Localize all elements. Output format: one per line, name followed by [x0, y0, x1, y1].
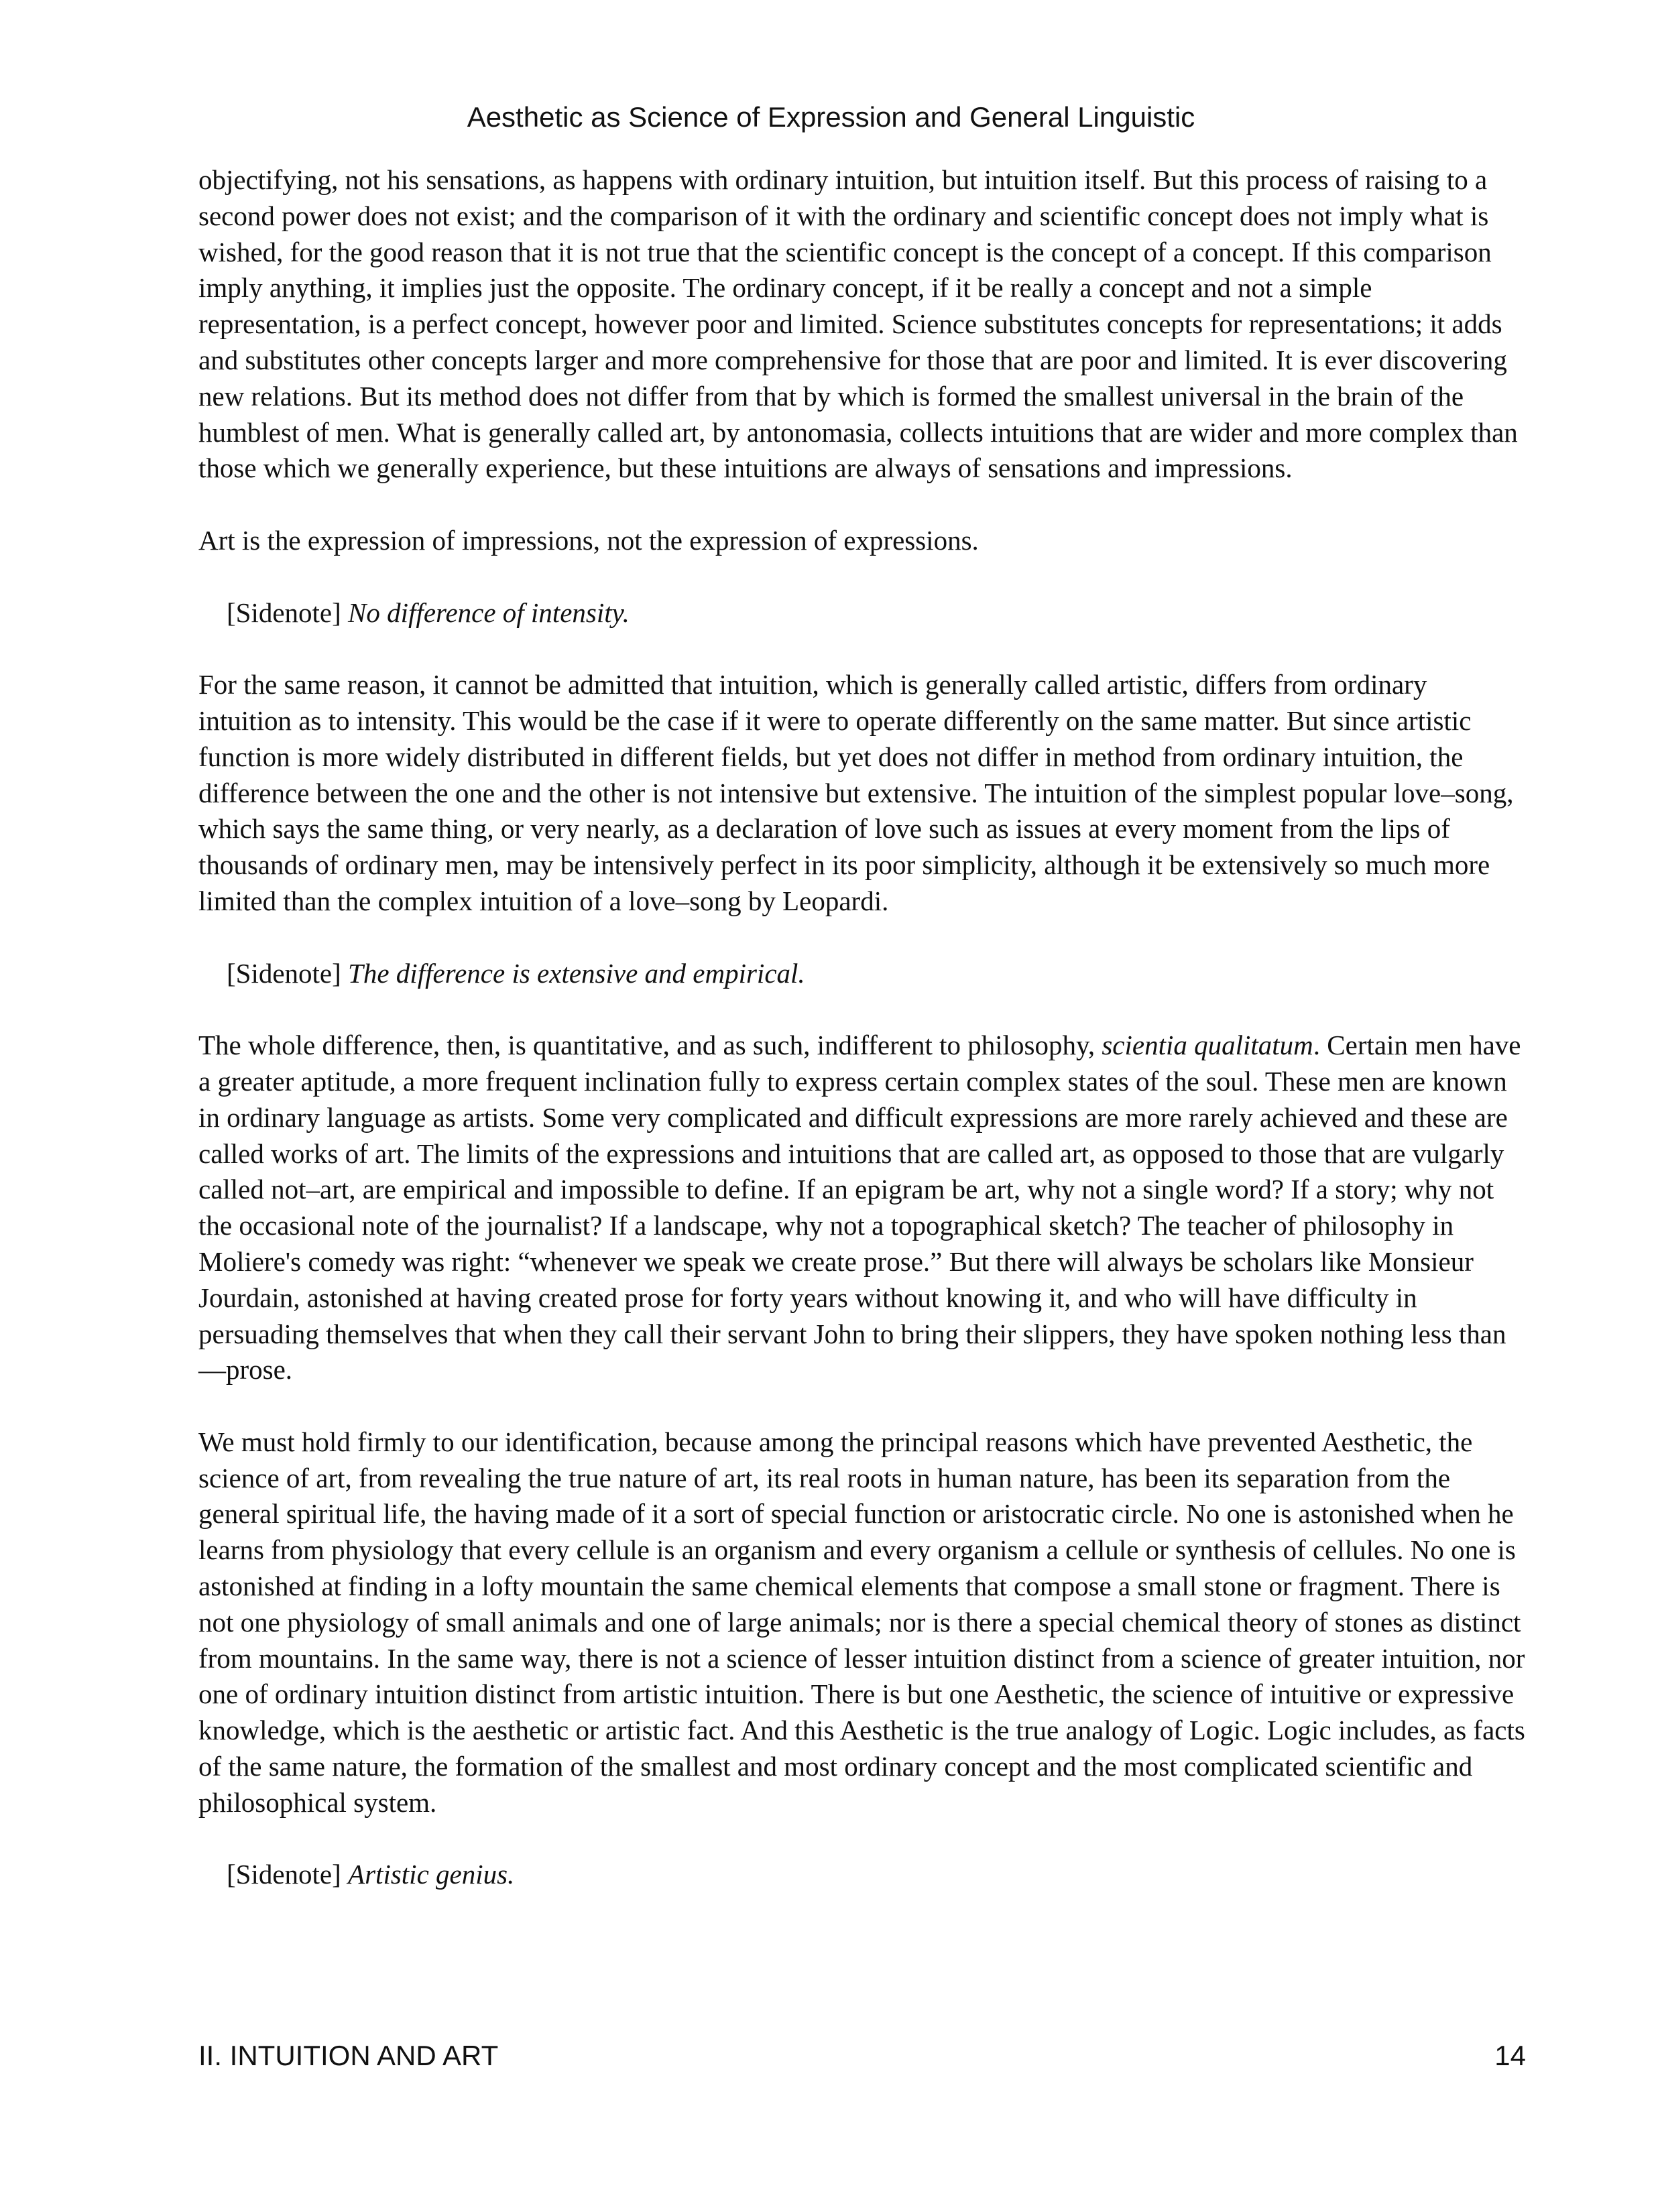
- sidenote-label: [Sidenote]: [227, 597, 341, 628]
- paragraph: We must hold firmly to our identification, because among the principal reasons which have prevented Aesthetic, the science of art, from revealing the true nature of art, its real roots in human nature, has been its separation from the general spiritual life, the having made of it a sort of special function or aristocratic circle. No one is astonished when he learns from physiology that every cellule is an organism and every organism a cellule or synthesis of cellules. No one is astonished at finding in a lofty mountain the same chemical elements that compose a small stone or fragment. There is not one physiology of small animals and one of large animals; nor is there a special chemical theory of stones as distinct from mountains. In the same way, there is not a science of lesser intuition distinct from a science of greater intuition, nor one of ordinary intuition distinct from artistic intuition. There is but one Aesthetic, the science of intuitive or expressive knowledge, which is the aesthetic or artistic fact. And this Aesthetic is the true analogy of Logic. Logic includes, as facts of the same nature, the formation of the smallest and most ordinary concept and the most complicated scientific and philosophical system.: [198, 1426, 1525, 1818]
- paragraph-text: . Certain men have a greater aptitude, a more frequent inclination fully to express certain complex states of the soul. These men are known in ordinary language as artists. Some very complicated and difficult expressions are more rarely achieved and these are called works of art. The limits of the expressions and intuitions that are called art, as opposed to those that are vulgarly called not–art, are empirical and impossible to define. If an epigram be art, why not a single word? If a story; why not the occasional note of the journalist? If a landscape, why not a topographical sketch? The teacher of philosophy in Moliere's comedy was right: “whenever we speak we create prose.” But there will always be scholars like Monsieur Jourdain, astonished at having created prose for forty years without knowing it, and who will have difficulty in persuading themselves that when they call their servant John to bring their slippers, they have spoken nothing less than—prose.: [198, 1030, 1521, 1386]
- paragraph: Art is the expression of impressions, not the expression of expressions.: [198, 524, 979, 556]
- page-body: [198, 162, 1526, 1929]
- page-footer: [198, 2038, 1526, 2074]
- paragraph-text: The whole difference, then, is quantitative, and as such, indifferent to philosophy,: [198, 1030, 1102, 1061]
- sidenote: [198, 1857, 1526, 1893]
- running-header: Aesthetic as Science of Expression and General Linguistic: [467, 101, 1195, 133]
- sidenote-text: The difference is extensive and empirical.: [348, 957, 805, 989]
- page-number: 14: [1494, 2040, 1526, 2071]
- paragraph: For the same reason, it cannot be admitted that intuition, which is generally called artistic, differs from ordinary intuition as to intensity. This would be the case if it were to operate differently on the same matter. But since artistic function is more widely distributed in different fields, but yet does not differ in method from ordinary intuition, the difference between the one and the other is not intensive but extensive. The intuition of the simplest popular love–song, which says the same thing, or very nearly, as a declaration of love such as issues at every moment from the lips of thousands of ordinary men, may be intensively perfect in its poor simplicity, although it be extensively so much more limited than the complex intuition of a love–song by Leopardi.: [198, 669, 1514, 916]
- sidenote-text: No difference of intensity.: [348, 597, 630, 628]
- paragraph: objectifying, not his sensations, as happens with ordinary intuition, but intuition itself. But this process of raising to a second power does not exist; and the comparison of it with the ordinary and scientific concept does not imply what is wished, for the good reason that it is not true that the scientific concept is the concept of a concept. If this comparison imply anything, it implies just the opposite. The ordinary concept, if it be really a concept and not a simple representation, is a perfect concept, however poor and limited. Science substitutes concepts for representations; it adds and substitutes other concepts larger and more comprehensive for those that are poor and limited. It is ever discovering new relations. But its method does not differ from that by which is formed the smallest universal in the brain of the humblest of men. What is generally called art, by antonomasia, collects intuitions that are wider and more complex than those which we generally experience, but these intuitions are always of sensations and impressions.: [198, 164, 1518, 484]
- chapter-title: II. INTUITION AND ART: [198, 2040, 499, 2071]
- sidenote-label: [Sidenote]: [227, 957, 341, 989]
- sidenote: [198, 595, 1526, 631]
- sidenote-text: Artistic genius.: [348, 1859, 515, 1890]
- sidenote: [198, 956, 1526, 992]
- latin-term: scientia qualitatum: [1102, 1030, 1313, 1061]
- paragraph: [198, 1028, 1526, 1388]
- sidenote-label: [Sidenote]: [227, 1859, 341, 1890]
